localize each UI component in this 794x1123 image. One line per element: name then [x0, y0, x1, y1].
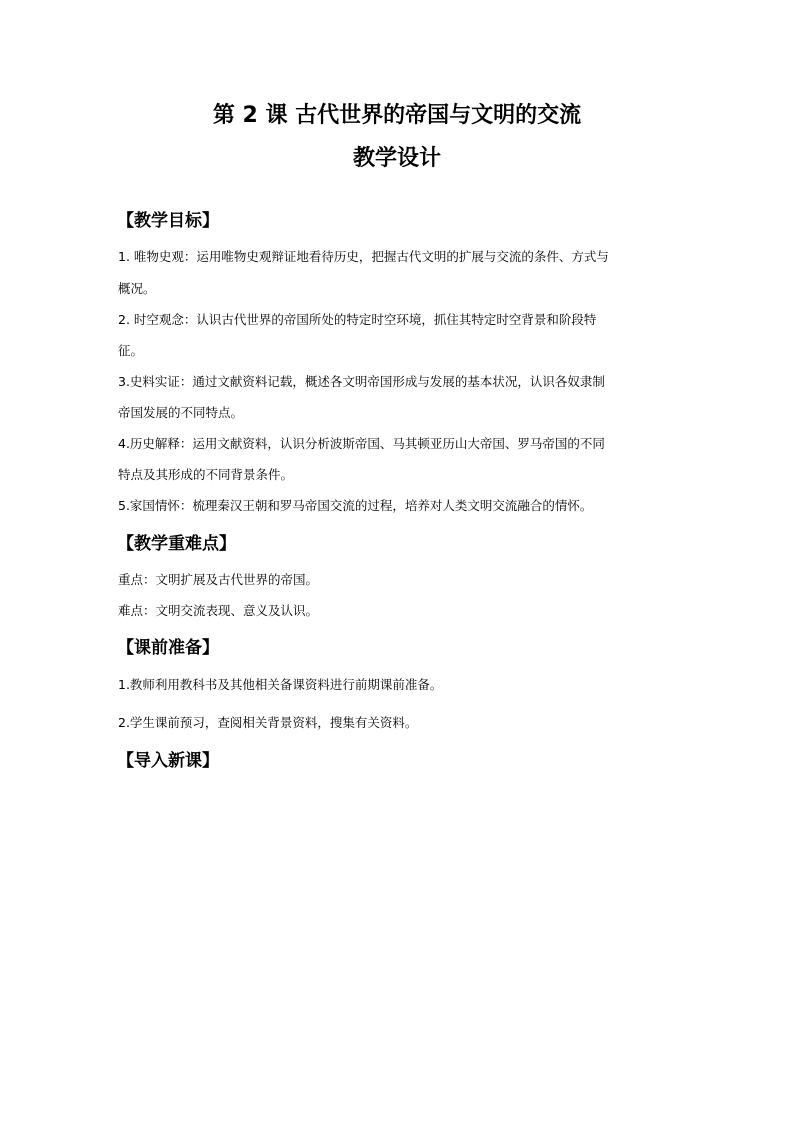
objective-line: 2. 时空观念：认识古代世界的帝国所处的特定时空环境，抓住其特定时空背景和阶段特 — [118, 312, 597, 327]
objective-line: 1. 唯物史观：运用唯物史观辩证地看待历史，把握古代文明的扩展与交流的条件、方式与 — [118, 249, 609, 264]
section-heading-objectives: 【教学目标】 — [117, 211, 219, 231]
objective-line: 征。 — [118, 343, 144, 358]
objective-line: 概况。 — [118, 281, 156, 296]
lesson-title: 第 2 课 古代世界的帝国与文明的交流 — [212, 103, 582, 128]
objective-line: 特点及其形成的不同背景条件。 — [118, 467, 294, 482]
objective-line: 3.史料实证：通过文献资料记载，概述各文明帝国形成与发展的基本状况，认识各奴隶制 — [118, 374, 605, 389]
preparation-line: 2.学生课前预习，查阅相关背景资料，搜集有关资料。 — [118, 715, 418, 730]
objective-line: 帝国发展的不同特点。 — [118, 405, 244, 420]
section-heading-preparation: 【课前准备】 — [117, 638, 219, 658]
document-subtitle: 教学设计 — [352, 146, 441, 171]
objective-line: 4.历史解释：运用文献资料，认识分析波斯帝国、马其顿亚历山大帝国、罗马帝国的不同 — [118, 436, 605, 451]
section-heading-key-points: 【教学重难点】 — [117, 534, 236, 554]
key-point-line: 难点：文明交流表现、意义及认识。 — [118, 603, 319, 618]
objective-line: 5.家国情怀：梳理秦汉王朝和罗马帝国交流的过程，培养对人类文明交流融合的情怀。 — [118, 498, 593, 513]
key-point-line: 重点：文明扩展及古代世界的帝国。 — [118, 572, 319, 587]
section-heading-intro: 【导入新课】 — [117, 751, 219, 771]
preparation-line: 1.教师利用教科书及其他相关备课资料进行前期课前准备。 — [118, 677, 443, 692]
